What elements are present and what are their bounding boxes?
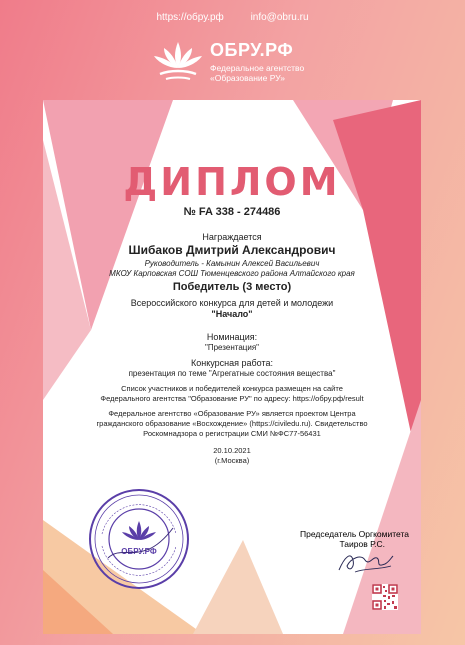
awarded-label: Награждается xyxy=(202,232,262,242)
school: МКОУ Карповская СОШ Тюменцевского района Алтайского края xyxy=(109,269,355,278)
logo-subtitle-1: Федеральное агентство xyxy=(210,63,305,73)
place: Победитель (3 место) xyxy=(172,281,292,293)
diploma-number: № FA 338 - 274486 xyxy=(183,206,281,218)
diploma-title: ДИПЛОМ xyxy=(123,160,341,204)
supervisor: Руководитель - Камынин Алексей Васильевич xyxy=(144,259,320,268)
work-title: презентация по теме "Агрегатные состояния вещества" xyxy=(128,369,336,378)
issue-city: (г.Москва) xyxy=(214,456,250,465)
logo-brand: ОБРУ.РФ xyxy=(210,40,294,60)
diploma-card xyxy=(43,100,421,634)
nomination-label: Номинация: xyxy=(206,332,258,342)
list-line-2: Федерального агентства "Образование РУ" по адресу: https://обру.рф/result xyxy=(100,394,364,403)
email-link[interactable]: info@obru.ru xyxy=(250,12,309,23)
recipient-name: Шибаков Дмитрий Александрович xyxy=(128,243,336,257)
chairman-name: Таиров Р.С. xyxy=(339,539,385,549)
chairman-block xyxy=(269,529,409,549)
project-line-3: Роскомнадзора о регистрации СМИ №ФС77-56431 xyxy=(143,429,321,438)
chairman-title: Председатель Оргкомитета xyxy=(300,529,409,539)
list-line-1: Список участников и победителей конкурса размещен на сайте xyxy=(121,384,343,393)
project-line-2: гражданского образование «Восхождение» (https://civiledu.ru). Свидетельство xyxy=(96,419,368,428)
contest-name: "Начало" xyxy=(211,309,253,319)
contest: Всероссийского конкурса для детей и молодежи xyxy=(130,298,334,308)
logo-subtitle-2: «Образование РУ» xyxy=(210,73,286,83)
site-link[interactable]: https://обру.рф xyxy=(156,12,224,23)
stamp-brand: ОБРУ.РФ xyxy=(121,547,157,556)
official-stamp xyxy=(88,488,190,590)
header-bar xyxy=(0,12,465,23)
work-label: Конкурсная работа: xyxy=(190,358,273,368)
lotus-logo-icon xyxy=(152,38,204,82)
nomination-value: "Презентация" xyxy=(204,343,259,352)
qr-code-icon[interactable] xyxy=(372,584,398,610)
signature xyxy=(335,548,395,576)
logo xyxy=(150,38,350,88)
project-line-1: Федеральное агентство «Образование РУ» является проектом Центра xyxy=(108,409,356,418)
issue-date: 20.10.2021 xyxy=(213,446,251,455)
